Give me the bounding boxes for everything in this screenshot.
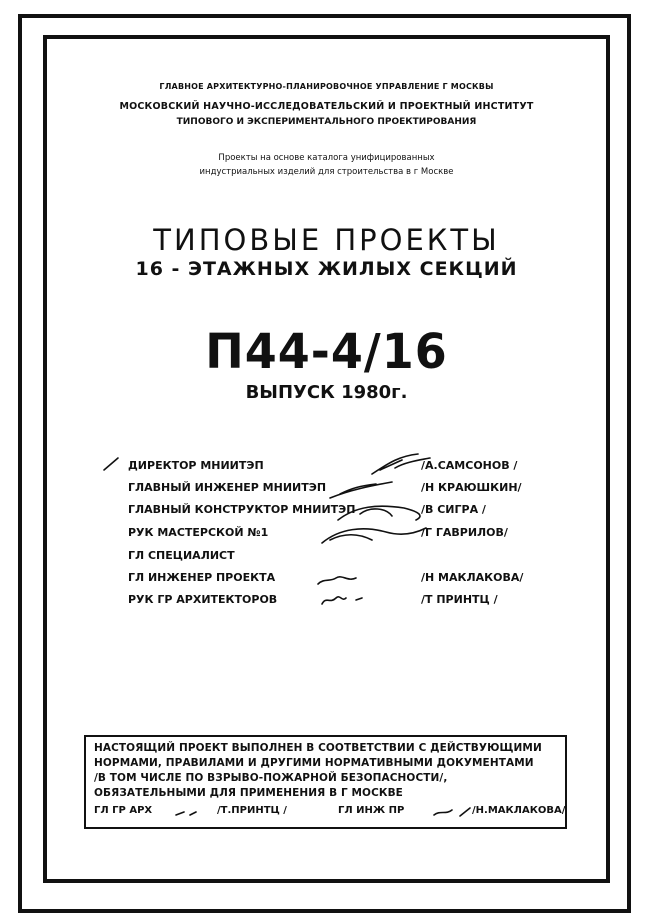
note-line: НОРМАМИ, ПРАВИЛАМИ И ДРУГИМИ НОРМАТИВНЫМИ ДОКУМЕНТАМИ: [94, 757, 534, 769]
signature-role: РУК МАСТЕРСКОЙ №1: [128, 526, 269, 539]
document-subtitle: 16 - ЭТАЖНЫХ ЖИЛЫХ СЕКЦИЙ: [135, 258, 518, 280]
header-line-5: индустриальных изделий для строительства в г Москве: [199, 167, 454, 177]
note-sign-left-role: ГЛ ГР АРХ: [94, 805, 153, 816]
issue-year: ВЫПУСК 1980г.: [245, 382, 408, 403]
signature-row: [128, 503, 588, 523]
signature-role: ГЛАВНЫЙ ИНЖЕНЕР МНИИТЭП: [128, 481, 327, 494]
signature-row: [128, 593, 588, 613]
signature-role: ДИРЕКТОР МНИИТЭП: [128, 459, 264, 472]
header-line-3: ТИПОВОГО И ЭКСПЕРИМЕНТАЛЬНОГО ПРОЕКТИРОВАНИЯ: [176, 117, 477, 127]
signature-row: [128, 481, 588, 501]
signature-role: ГЛ ИНЖЕНЕР ПРОЕКТА: [128, 571, 276, 584]
project-code: П44-4/16: [205, 322, 448, 380]
signature-row: [128, 459, 588, 479]
signature-name: /Н МАКЛАКОВА/: [421, 571, 524, 584]
signature-role: РУК ГР АРХИТЕКТОРОВ: [128, 593, 278, 606]
note-line: НАСТОЯЩИЙ ПРОЕКТ ВЫПОЛНЕН В СООТВЕТСТВИИ С ДЕЙСТВУЮЩИМИ: [94, 742, 542, 754]
note-line: /В ТОМ ЧИСЛЕ ПО ВЗРЫВО-ПОЖАРНОЙ БЕЗОПАСНОСТИ/,: [94, 772, 448, 784]
signature-name: /А.САМСОНОВ /: [421, 459, 518, 472]
signature-row: [128, 526, 588, 546]
note-signatures: [94, 805, 564, 823]
note-line: ОБЯЗАТЕЛЬНЫМИ ДЛЯ ПРИМЕНЕНИЯ В Г МОСКВЕ: [94, 787, 403, 799]
header-line-1: ГЛАВНОЕ АРХИТЕКТУРНО-ПЛАНИРОВОЧНОЕ УПРАВЛЕНИЕ Г МОСКВЫ: [159, 82, 494, 91]
signature-name: /Н КРАЮШКИН/: [421, 481, 522, 494]
note-sign-left-name: /Т.ПРИНТЦ /: [217, 805, 287, 816]
signature-row: [128, 571, 588, 591]
header-line-2: МОСКОВСКИЙ НАУЧНО-ИССЛЕДОВАТЕЛЬСКИЙ И ПРОЕКТНЫЙ ИНСТИТУТ: [119, 101, 534, 112]
signature-name: /Г ГАВРИЛОВ/: [421, 526, 508, 539]
header-line-4: Проекты на основе каталога унифицированных: [218, 153, 435, 163]
signature-name: /Т ПРИНТЦ /: [421, 593, 498, 606]
note-sign-right-name: /Н.МАКЛАКОВА/: [472, 805, 566, 816]
note-sign-right-role: ГЛ ИНЖ ПР: [338, 805, 405, 816]
signature-row: [128, 549, 588, 569]
signature-role: ГЛ СПЕЦИАЛИСТ: [128, 549, 235, 562]
document-title: ТИПОВЫЕ ПРОЕКТЫ: [153, 223, 500, 257]
signature-name: /В СИГРА /: [421, 503, 486, 516]
signature-role: ГЛАВНЫЙ КОНСТРУКТОР МНИИТЭП: [128, 503, 356, 516]
